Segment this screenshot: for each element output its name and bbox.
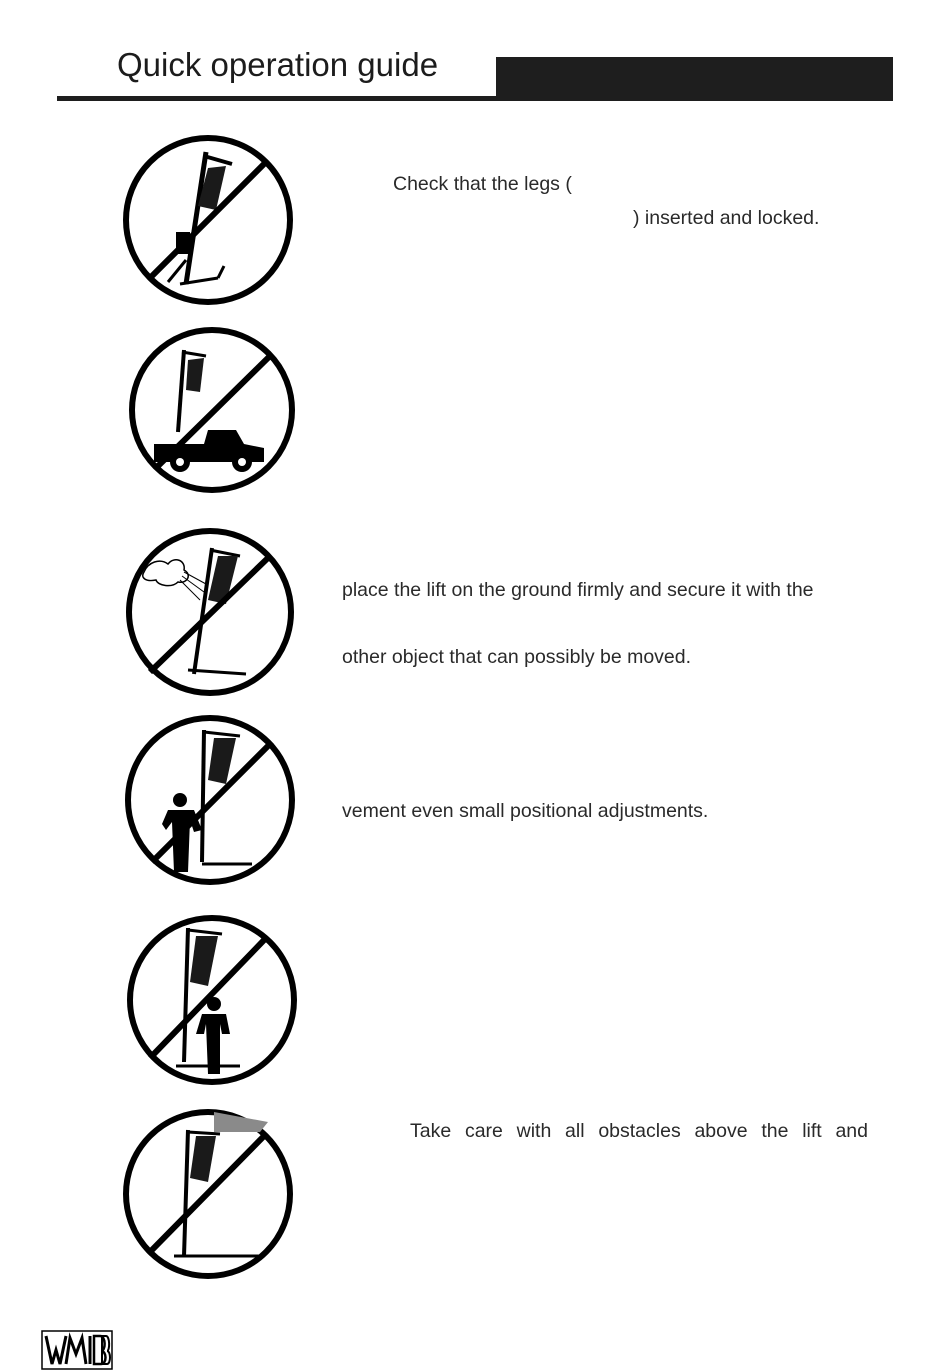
wind-text-line-2: other object that can possibly be moved. bbox=[342, 646, 692, 668]
legs-check-text-line-2: ) inserted and locked. bbox=[633, 207, 820, 229]
header-black-bar bbox=[496, 57, 893, 101]
no-overhead-obstacle-sign-icon bbox=[120, 1106, 296, 1282]
manufacturer-logo-icon bbox=[41, 1330, 113, 1370]
wind-text-line-1: place the lift on the ground firmly and secure it with the bbox=[342, 579, 814, 601]
obstacle-text-line-1: Take care with all obstacles above the lift and bbox=[410, 1120, 868, 1142]
no-vehicle-mounted-lift-sign-icon bbox=[124, 322, 300, 498]
no-unlocked-legs-sign-icon bbox=[120, 132, 296, 308]
no-wind-sign-icon bbox=[122, 524, 298, 700]
legs-check-text-line-1: Check that the legs ( bbox=[393, 173, 572, 195]
title-underline bbox=[57, 96, 497, 101]
no-standing-under-load-sign-icon bbox=[124, 912, 300, 1088]
page-title: Quick operation guide bbox=[117, 46, 439, 83]
movement-text-line-1: vement even small positional adjustments. bbox=[342, 800, 709, 822]
no-adjusting-while-raised-sign-icon bbox=[122, 712, 298, 888]
